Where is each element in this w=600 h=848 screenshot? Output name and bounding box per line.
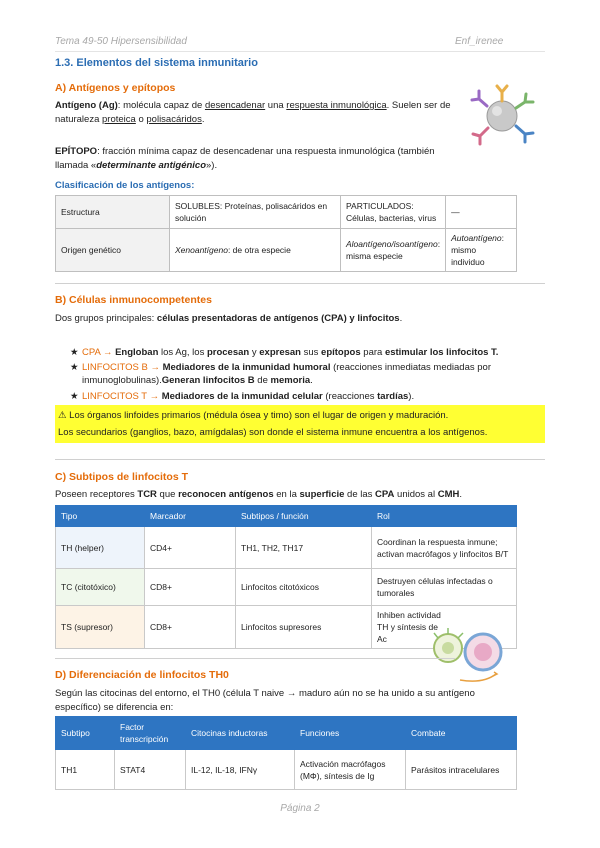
row-label-estructura: Estructura [56, 196, 170, 229]
star-icon: ★ [70, 347, 79, 358]
highlight-primarios: ⚠ Los órganos linfoides primarios (médula ósea y timo) son el lugar de origen y maduración. [58, 410, 449, 421]
heading-antigenos: A) Antígenos y epítopos [55, 82, 176, 94]
highlight-note [55, 405, 545, 443]
section-divider [55, 658, 455, 659]
table-row: Origen genético Xenoantígeno: de otra especie Aloantígeno/isoantígeno: misma especie Autoantígeno: mismo individuo [56, 229, 517, 272]
subtipos-intro: Poseen receptores TCR que reconocen antígenos en la superficie de las CPA unidos al CMH. [55, 489, 462, 500]
antigen-classification-table [55, 195, 517, 272]
table-header-row: Tipo Marcador Subtipos / función Rol [56, 506, 517, 527]
heading-subtipos: C) Subtipos de linfocitos T [55, 471, 188, 483]
heading-diferenciacion: D) Diferenciación de linfocitos TH0 [55, 669, 229, 681]
celulas-intro: Dos grupos principales: células presentadoras de antígenos (CPA) y linfocitos. [55, 313, 403, 324]
antigeno-definition: Antígeno (Ag): molécula capaz de desencadenar una respuesta inmunológica. Suelen ser de naturaleza proteica o polisacáridos. [55, 100, 451, 125]
antigen-antibody-illustration [470, 82, 540, 154]
star-icon: ★ [70, 362, 79, 373]
t-cell-illustration [428, 618, 510, 690]
highlight-secundarios: Los secundarios (ganglios, bazo, amígdalas) son donde el sistema inmune encuentra a los antígenos. [58, 427, 488, 438]
section-divider [55, 283, 545, 284]
epitopo-definition: EPÍTOPO: fracción mínima capaz de desencadenar una respuesta inmunológica (también llamada «determinante antigénico»). [55, 146, 435, 171]
star-icon: ★ [70, 391, 79, 402]
table-row: TC (citotóxico) CD8+ Linfocitos citotóxicos Destruyen células infectadas o tumorales [56, 569, 517, 606]
section-title: 1.3. Elementos del sistema inmunitario [55, 57, 258, 69]
diferenciacion-intro: Según las citocinas del entorno, el TH0 (célula T naive → maduro aún no se ha unido a su antígeno específico) se diferencia en: [55, 688, 475, 713]
table-header-row: Subtipo Factor transcripción Citocinas inductoras Funciones Combate [56, 717, 517, 750]
page-number: Página 2 [280, 803, 320, 814]
table-row: TH (helper) CD4+ TH1, TH2, TH17 Coordinan la respuesta inmune; activan macrófagos y linfocitos B/T [56, 527, 517, 569]
header-divider [55, 51, 545, 52]
header-title: Tema 49-50 Hipersensibilidad [55, 36, 187, 47]
table-row: TH1 STAT4 IL-12, IL-18, IFNγ Activación macrófagos (MΦ), síntesis de Ig Parásitos intracelulares [56, 750, 517, 790]
section-divider [55, 459, 545, 460]
th0-table [55, 716, 517, 790]
antigeno-term: Antígeno (Ag) [55, 100, 118, 111]
clasificacion-heading: Clasificación de los antígenos: [55, 180, 195, 191]
row-label-origen: Origen genético [56, 229, 170, 272]
header-author: Enf_irenee [455, 36, 504, 47]
list-item-linfocitos-t: ★ LINFOCITOS T → Mediadores de la inmunidad celular (reacciones tardías). [70, 391, 415, 402]
heading-celulas: B) Células inmunocompetentes [55, 294, 212, 306]
table-row: TS (supresor) CD8+ Linfocitos supresores Inhiben actividad TH y síntesis de Ac [56, 606, 517, 649]
epitopo-term: EPÍTOPO [55, 146, 98, 157]
table-row: Estructura SOLUBLES: Proteínas, polisacáridos en solución PARTICULADOS: Células, bacterias, virus — [56, 196, 517, 229]
list-item-cpa: ★ CPA → Engloban los Ag, los procesan y expresan sus epítopos para estimular los linfocitos T. [70, 347, 499, 358]
list-item-linfocitos-b: ★ LINFOCITOS B → Mediadores de la inmunidad humoral (reacciones inmediatas mediadas por inmunoglobulinas).Generan linfocitos B de memoria. [70, 362, 491, 386]
